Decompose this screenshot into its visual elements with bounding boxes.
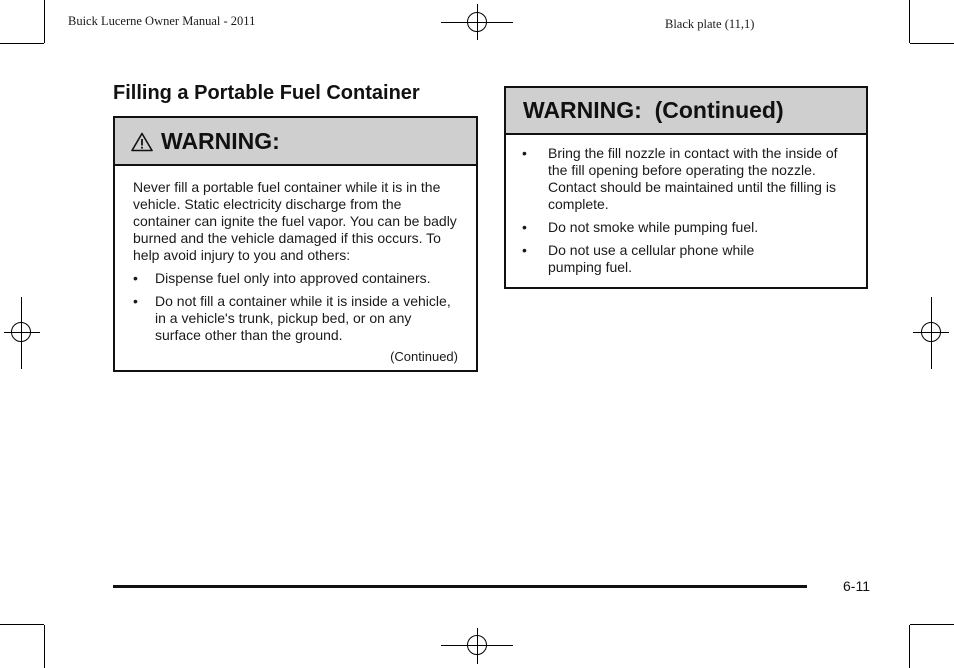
warning-body-right bbox=[506, 135, 866, 276]
warning-heading-right: WARNING: (Continued) bbox=[523, 97, 784, 123]
warning-box-right bbox=[504, 86, 868, 289]
list-item: • Do not smoke while pumping fuel. bbox=[522, 219, 759, 235]
page-number: 6-11 bbox=[843, 578, 870, 594]
list-item: • Dispense fuel only into approved containers. bbox=[133, 270, 431, 286]
plate-label: Black plate (11,1) bbox=[665, 17, 755, 31]
bullet-icon: • bbox=[522, 242, 527, 258]
bullet-icon: • bbox=[133, 293, 138, 309]
warning-box-left bbox=[113, 116, 478, 372]
warning-header-left bbox=[115, 118, 476, 166]
warning-heading-left: WARNING: bbox=[161, 127, 280, 154]
warning-body-left bbox=[115, 166, 476, 365]
manual-title: Buick Lucerne Owner Manual - 2011 bbox=[68, 14, 256, 28]
bullet-icon: • bbox=[522, 219, 527, 235]
bullet-icon: • bbox=[522, 145, 527, 161]
list-item: • Bring the fill nozzle in contact with the inside of the fill opening before operating the nozzle. Contact should be maintained until the filling is complete. bbox=[522, 145, 838, 212]
list-item: • Do not use a cellular phone while pumping fuel. bbox=[522, 242, 755, 275]
list-item: • Do not fill a container while it is inside a vehicle, in a vehicle's trunk, pickup bed, or on any surface other than the ground. bbox=[133, 293, 451, 343]
warning-intro: Never fill a portable fuel container while it is in the vehicle. Static electricity discharge from the container can ignite the fuel vapor. You can be badly burned and the vehicle damaged if this occurs. To help avoid injury to you and others: bbox=[133, 179, 457, 263]
bullet-icon: • bbox=[133, 270, 138, 286]
warning-triangle-icon bbox=[131, 131, 153, 151]
warning-header-right bbox=[506, 88, 866, 135]
footer-rule bbox=[113, 585, 807, 588]
section-title: Filling a Portable Fuel Container bbox=[113, 82, 420, 104]
continued-label: (Continued) bbox=[390, 349, 458, 364]
